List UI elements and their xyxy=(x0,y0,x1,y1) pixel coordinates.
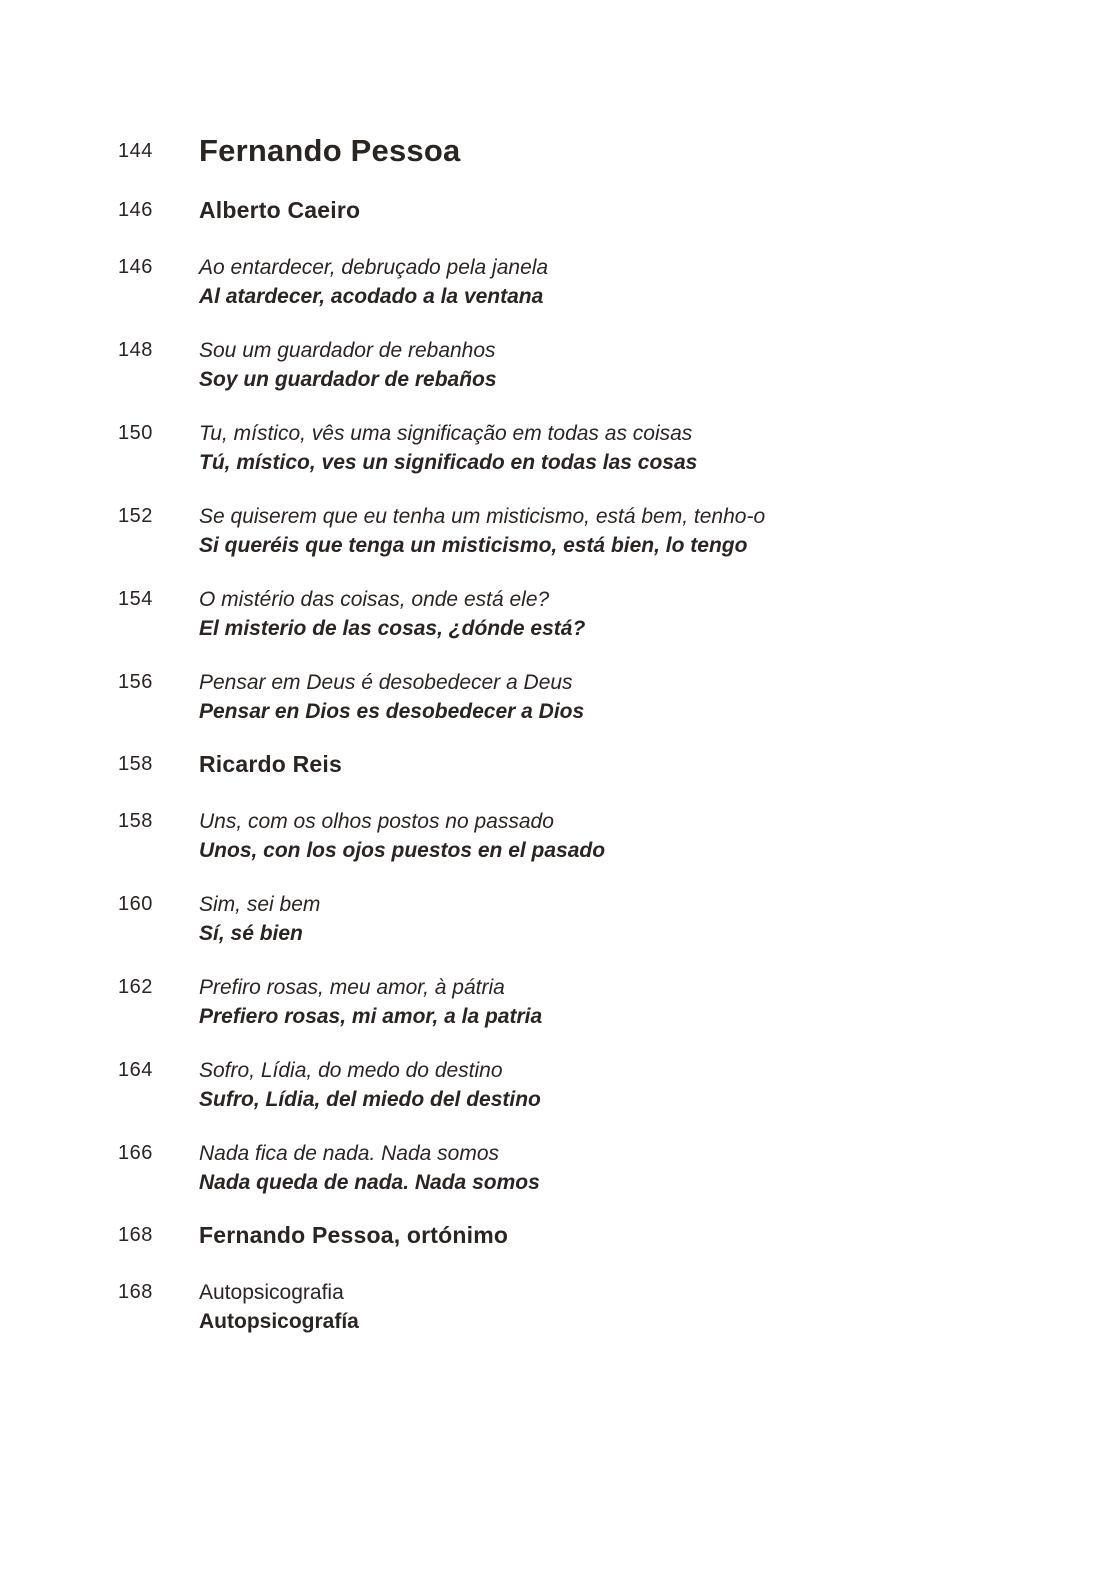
page-number: 152 xyxy=(118,505,153,527)
page-number: 156 xyxy=(118,671,153,693)
entry-lines xyxy=(199,1056,541,1114)
toc-entry xyxy=(118,668,1047,726)
entry-title-spanish: Unos, con los ojos puestos en el pasado xyxy=(199,839,606,862)
toc-sub-heading xyxy=(118,197,1047,224)
toc-entry xyxy=(118,973,1047,1031)
toc-entry xyxy=(118,890,1047,948)
entry-lines xyxy=(199,890,320,948)
entry-lines xyxy=(199,253,548,311)
page-number: 146 xyxy=(118,256,153,278)
page-number: 158 xyxy=(118,753,153,775)
entry-title-portuguese: O mistério das coisas, onde está ele? xyxy=(199,588,550,611)
entry-lines xyxy=(199,668,584,726)
entry-title-spanish: Sufro, Lídia, del miedo del destino xyxy=(199,1088,541,1111)
entry-title-portuguese: Ao entardecer, debruçado pela janela xyxy=(199,256,549,279)
entry-lines xyxy=(199,807,605,865)
section-heading: Alberto Caeiro xyxy=(199,197,361,223)
toc-entry xyxy=(118,253,1047,311)
toc-main-heading xyxy=(118,133,1047,169)
page-number: 168 xyxy=(118,1224,153,1246)
page-number: 148 xyxy=(118,339,153,361)
page-number: 150 xyxy=(118,422,153,444)
entry-title-portuguese: Pensar em Deus é desobedecer a Deus xyxy=(199,671,573,694)
toc-entry xyxy=(118,419,1047,477)
toc-entry xyxy=(118,807,1047,865)
entry-lines xyxy=(199,585,585,643)
page-number: 162 xyxy=(118,976,153,998)
entry-title-spanish: Soy un guardador de rebaños xyxy=(199,368,497,391)
entry-title-spanish: Al atardecer, acodado a la ventana xyxy=(199,285,544,308)
entry-title-portuguese: Nada fica de nada. Nada somos xyxy=(199,1142,500,1165)
page-number: 144 xyxy=(118,140,153,162)
toc-entry xyxy=(118,1278,1047,1336)
entry-title-spanish: Autopsicografía xyxy=(199,1310,359,1333)
entry-title-spanish: Pensar en Dios es desobedecer a Dios xyxy=(199,700,585,723)
page-number: 160 xyxy=(118,893,153,915)
entry-title-spanish: Prefiero rosas, mi amor, a la patria xyxy=(199,1005,543,1028)
entry-lines xyxy=(199,973,542,1031)
entry-title-portuguese: Tu, místico, vês uma significação em todas as coisas xyxy=(199,422,693,445)
entry-title-spanish: Si queréis que tenga un misticismo, está bien, lo tengo xyxy=(199,534,748,557)
entry-lines xyxy=(199,1278,359,1336)
entry-lines xyxy=(199,419,697,477)
entry-title-spanish: Nada queda de nada. Nada somos xyxy=(199,1171,540,1194)
toc-entry xyxy=(118,336,1047,394)
entry-title-spanish: Sí, sé bien xyxy=(199,922,303,945)
entry-lines xyxy=(199,1139,540,1197)
page-number: 154 xyxy=(118,588,153,610)
entry-title-portuguese: Sim, sei bem xyxy=(199,893,321,916)
entry-title-portuguese: Prefiro rosas, meu amor, à pátria xyxy=(199,976,505,999)
page-number: 146 xyxy=(118,199,153,221)
page-number: 166 xyxy=(118,1142,153,1164)
page-number: 158 xyxy=(118,810,153,832)
entry-title-portuguese: Se quiserem que eu tenha um misticismo, está bem, tenho-o xyxy=(199,505,766,528)
toc-entry xyxy=(118,502,1047,560)
toc-sub-heading xyxy=(118,751,1047,778)
section-heading: Ricardo Reis xyxy=(199,751,343,777)
entry-title-spanish: Tú, místico, ves un significado en todas las cosas xyxy=(199,451,698,474)
entry-title-spanish: El misterio de las cosas, ¿dónde está? xyxy=(199,617,586,640)
entry-title-portuguese: Uns, com os olhos postos no passado xyxy=(199,810,554,833)
entry-title-portuguese: Sofro, Lídia, do medo do destino xyxy=(199,1059,503,1082)
entry-lines xyxy=(199,502,765,560)
page-number: 168 xyxy=(118,1281,153,1303)
section-heading: Fernando Pessoa, ortónimo xyxy=(199,1222,509,1248)
entry-title-portuguese: Sou um guardador de rebanhos xyxy=(199,339,496,362)
entry-lines xyxy=(199,336,497,394)
toc-entry xyxy=(118,1139,1047,1197)
page-number: 164 xyxy=(118,1059,153,1081)
toc-sub-heading xyxy=(118,1222,1047,1249)
toc-entry xyxy=(118,585,1047,643)
toc-entry xyxy=(118,1056,1047,1114)
author-heading: Fernando Pessoa xyxy=(199,133,461,168)
entry-title-portuguese: Autopsicografia xyxy=(199,1281,344,1304)
